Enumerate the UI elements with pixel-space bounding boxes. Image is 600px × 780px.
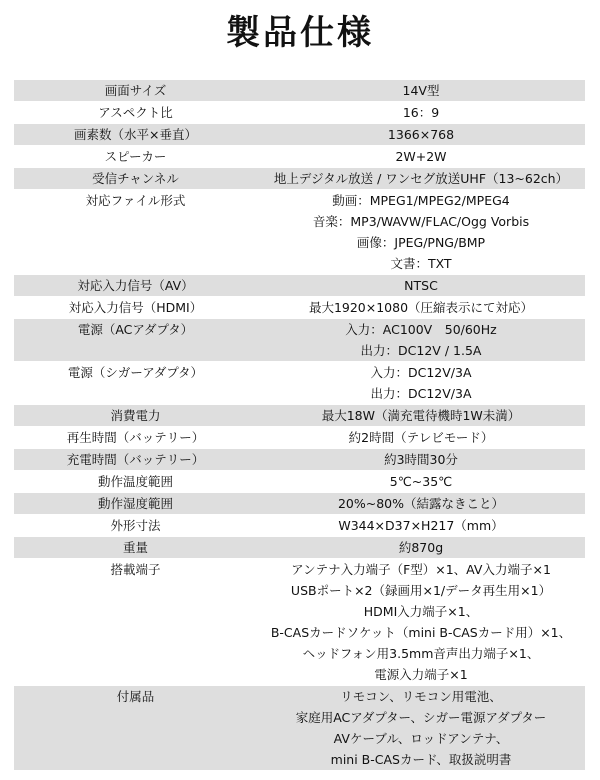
spec-label: 対応入力信号（AV） xyxy=(14,275,257,297)
spec-value xyxy=(257,275,585,297)
spec-label: 消費電力 xyxy=(14,405,257,427)
spec-label: 動作温度範囲 xyxy=(14,471,257,493)
spec-value-line: W344×D37×H217（mm） xyxy=(338,518,504,533)
spec-value-line: 電源入力端子×1 xyxy=(374,667,468,682)
spec-label: 画面サイズ xyxy=(14,80,257,102)
spec-value-line: 5℃~35℃ xyxy=(389,474,453,489)
spec-value xyxy=(257,102,585,124)
spec-label: 電源（ACアダプタ） xyxy=(14,319,257,362)
spec-value-line: 約870g xyxy=(398,540,444,555)
spec-row xyxy=(14,190,585,275)
spec-label: 搭載端子 xyxy=(14,559,257,686)
spec-value-line: 入力：DC12V/3A xyxy=(370,365,472,380)
spec-value xyxy=(257,319,585,362)
spec-row xyxy=(14,124,585,146)
spec-value xyxy=(257,80,585,102)
spec-row xyxy=(14,515,585,537)
spec-label: 充電時間（バッテリー） xyxy=(14,449,257,471)
spec-label: 対応入力信号（HDMI） xyxy=(14,297,257,319)
spec-label: 付属品 xyxy=(14,686,257,771)
spec-value-line: USBポート×2（録画用×1/データ再生用×1） xyxy=(290,583,552,598)
spec-value-line: 地上デジタル放送 / ワンセグ放送UHF（13~62ch） xyxy=(273,171,569,186)
spec-label: 外形寸法 xyxy=(14,515,257,537)
spec-row xyxy=(14,146,585,168)
spec-value-line: 最大18W（満充電待機時1W未満） xyxy=(321,408,521,423)
spec-value-line: 16：9 xyxy=(402,105,440,120)
spec-value xyxy=(257,168,585,190)
spec-label: 受信チャンネル xyxy=(14,168,257,190)
spec-value-line: リモコン、リモコン用電池、 xyxy=(340,689,502,704)
spec-value xyxy=(257,405,585,427)
spec-value-line: 約3時間30分 xyxy=(384,452,458,467)
spec-label: 再生時間（バッテリー） xyxy=(14,427,257,449)
spec-value-line: 出力：DC12V/3A xyxy=(370,386,472,401)
spec-label: スピーカー xyxy=(14,146,257,168)
spec-row xyxy=(14,449,585,471)
spec-value-line: mini B-CASカード、取扱説明書 xyxy=(330,752,512,767)
spec-value-line: ヘッドフォン用3.5mm音声出力端子×1、 xyxy=(302,646,540,661)
spec-label: アスペクト比 xyxy=(14,102,257,124)
spec-value-line: 14V型 xyxy=(402,83,440,98)
spec-label: 重量 xyxy=(14,537,257,559)
spec-value-line: 音楽：MP3/WAVW/FLAC/Ogg Vorbis xyxy=(312,214,530,229)
spec-row xyxy=(14,493,585,515)
spec-value-line: 家庭用ACアダプター、シガー電源アダプター xyxy=(295,710,547,725)
spec-row xyxy=(14,471,585,493)
spec-row xyxy=(14,80,585,102)
spec-value-line: 入力：AC100V 50/60Hz xyxy=(345,322,497,337)
spec-value-line: 動画：MPEG1/MPEG2/MPEG4 xyxy=(332,193,510,208)
spec-value xyxy=(257,471,585,493)
spec-row xyxy=(14,427,585,449)
spec-value-line: HDMI入力端子×1、 xyxy=(363,604,479,619)
spec-value-line: 出力：DC12V / 1.5A xyxy=(360,343,482,358)
spec-value-line: 文書：TXT xyxy=(390,256,452,271)
page-title: 製品仕様 xyxy=(222,10,378,56)
spec-value-line: B-CASカードソケット（mini B-CASカード用）×1、 xyxy=(270,625,572,640)
spec-value-line: NTSC xyxy=(404,278,438,293)
spec-label: 電源（シガーアダプタ） xyxy=(14,362,257,405)
spec-value xyxy=(257,190,585,275)
spec-value xyxy=(257,449,585,471)
spec-value xyxy=(257,515,585,537)
spec-row xyxy=(14,168,585,190)
spec-value-line: AVケーブル、ロッドアンテナ、 xyxy=(333,731,509,746)
spec-value xyxy=(257,559,585,686)
spec-value xyxy=(257,493,585,515)
spec-value-line: 画像：JPEG/PNG/BMP xyxy=(356,235,486,250)
spec-label: 対応ファイル形式 xyxy=(14,190,257,275)
spec-value-line: 2W+2W xyxy=(395,149,447,164)
spec-value-line: 最大1920×1080（圧縮表示にて対応） xyxy=(308,300,534,315)
spec-row xyxy=(14,319,585,362)
spec-table-body xyxy=(14,80,585,770)
spec-value xyxy=(257,124,585,146)
spec-value xyxy=(257,427,585,449)
spec-row xyxy=(14,405,585,427)
spec-value-line: 20%~80%（結露なきこと） xyxy=(337,496,505,511)
spec-value xyxy=(257,297,585,319)
spec-value-line: 約2時間（テレビモード） xyxy=(348,430,494,445)
spec-row xyxy=(14,275,585,297)
spec-value xyxy=(257,146,585,168)
spec-table xyxy=(14,80,585,770)
spec-value-line: アンテナ入力端子（F型）×1、AV入力端子×1 xyxy=(291,562,551,577)
title-area xyxy=(0,10,600,62)
spec-row xyxy=(14,362,585,405)
spec-label: 動作湿度範囲 xyxy=(14,493,257,515)
spec-label: 画素数（水平×垂直） xyxy=(14,124,257,146)
spec-value xyxy=(257,362,585,405)
spec-value xyxy=(257,686,585,771)
spec-row xyxy=(14,537,585,559)
spec-row xyxy=(14,102,585,124)
spec-row xyxy=(14,559,585,686)
spec-row xyxy=(14,686,585,771)
spec-value-line: 1366×768 xyxy=(387,127,455,142)
spec-row xyxy=(14,297,585,319)
spec-value xyxy=(257,537,585,559)
